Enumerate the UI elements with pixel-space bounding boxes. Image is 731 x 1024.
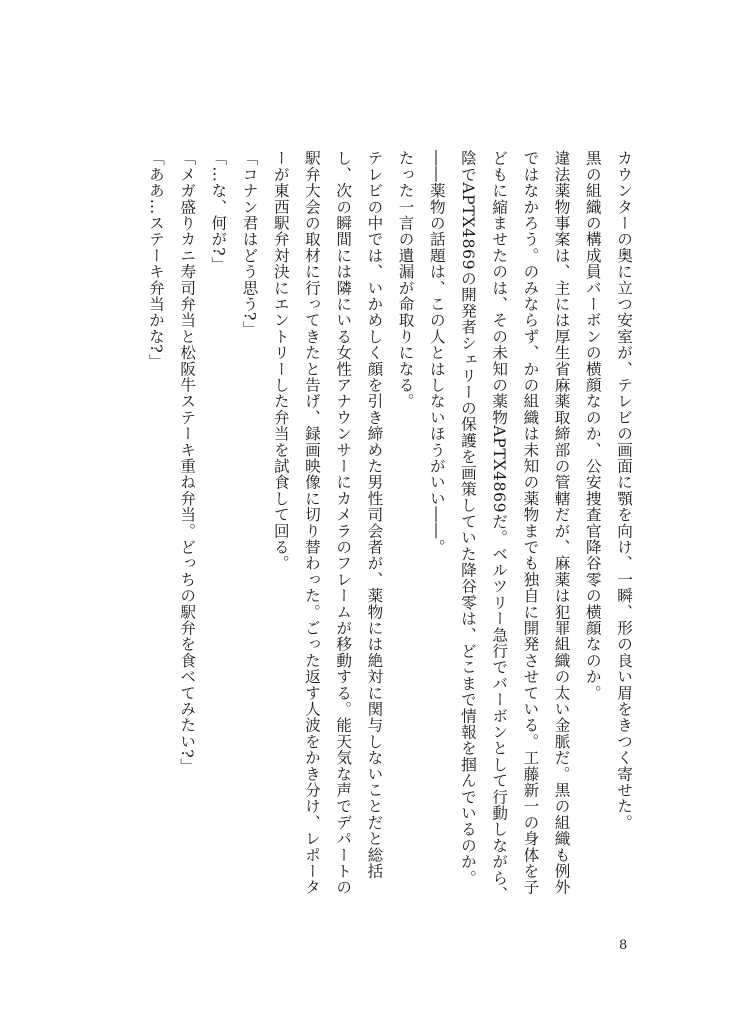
- dialogue-line: 「コナン君はどう思う?」: [240, 150, 259, 338]
- paragraph: カウンターの奥に立つ安室が、テレビの画面に顎を向け、一瞬、形の良い眉をきつく寄せた。: [615, 150, 633, 831]
- dialogue-line: 「…な、何が?」: [209, 150, 228, 273]
- paragraph: ――薬物の話題は、この人とはしないほうがいい――。: [427, 150, 446, 555]
- paragraph: 黒の組織の構成員バーボンの横顔なのか、公安捜査官降谷零の横顔なのか。: [583, 150, 602, 701]
- dialogue-line: 「メガ盛りカニ寿司弁当と松阪牛ステーキ重ね弁当。どっちの駅弁を食べてみたい?」: [178, 150, 197, 775]
- paragraph: 違法薬物事案は、主には厚生省麻薬取締部の管轄だが、麻薬は犯罪組織の太い金脈だ。黒の組織も例外ではなかろう。のみならず、かの組織は未知の薬物までも独自に開発させている。工藤新一の身体を子どもに縮ませたのは、その未知の薬物APTX4869だ。ベルツリー急行でバーボンとして行動しながら、陰でAPTX4869の開発者シェリーの保護を画策していた降谷零は、どこまで情報を掴んでいるのか。: [458, 150, 571, 902]
- paragraph: テレビの中では、いかめしく顔を引き締めた男性司会者が、薬物には絶対に関与しないことだと総括し、次の瞬間には隣にいる女性アナウンサーにカメラのフレームが移動する。能天気な声でデパートの駅弁大会の取材に行ってきたと告げ、録画映像に切り替わった。ごった返す人波をかき分け、レポーターが東西駅弁対決にエントリーした弁当を試食して回る。: [271, 150, 384, 896]
- dialogue-line: 「ああ…ステーキ弁当かな?」: [146, 150, 165, 370]
- page-number: 8: [619, 938, 628, 953]
- paragraph: たった一言の遺漏が命取りになる。: [396, 150, 415, 410]
- vertical-body-text: [140, 150, 639, 910]
